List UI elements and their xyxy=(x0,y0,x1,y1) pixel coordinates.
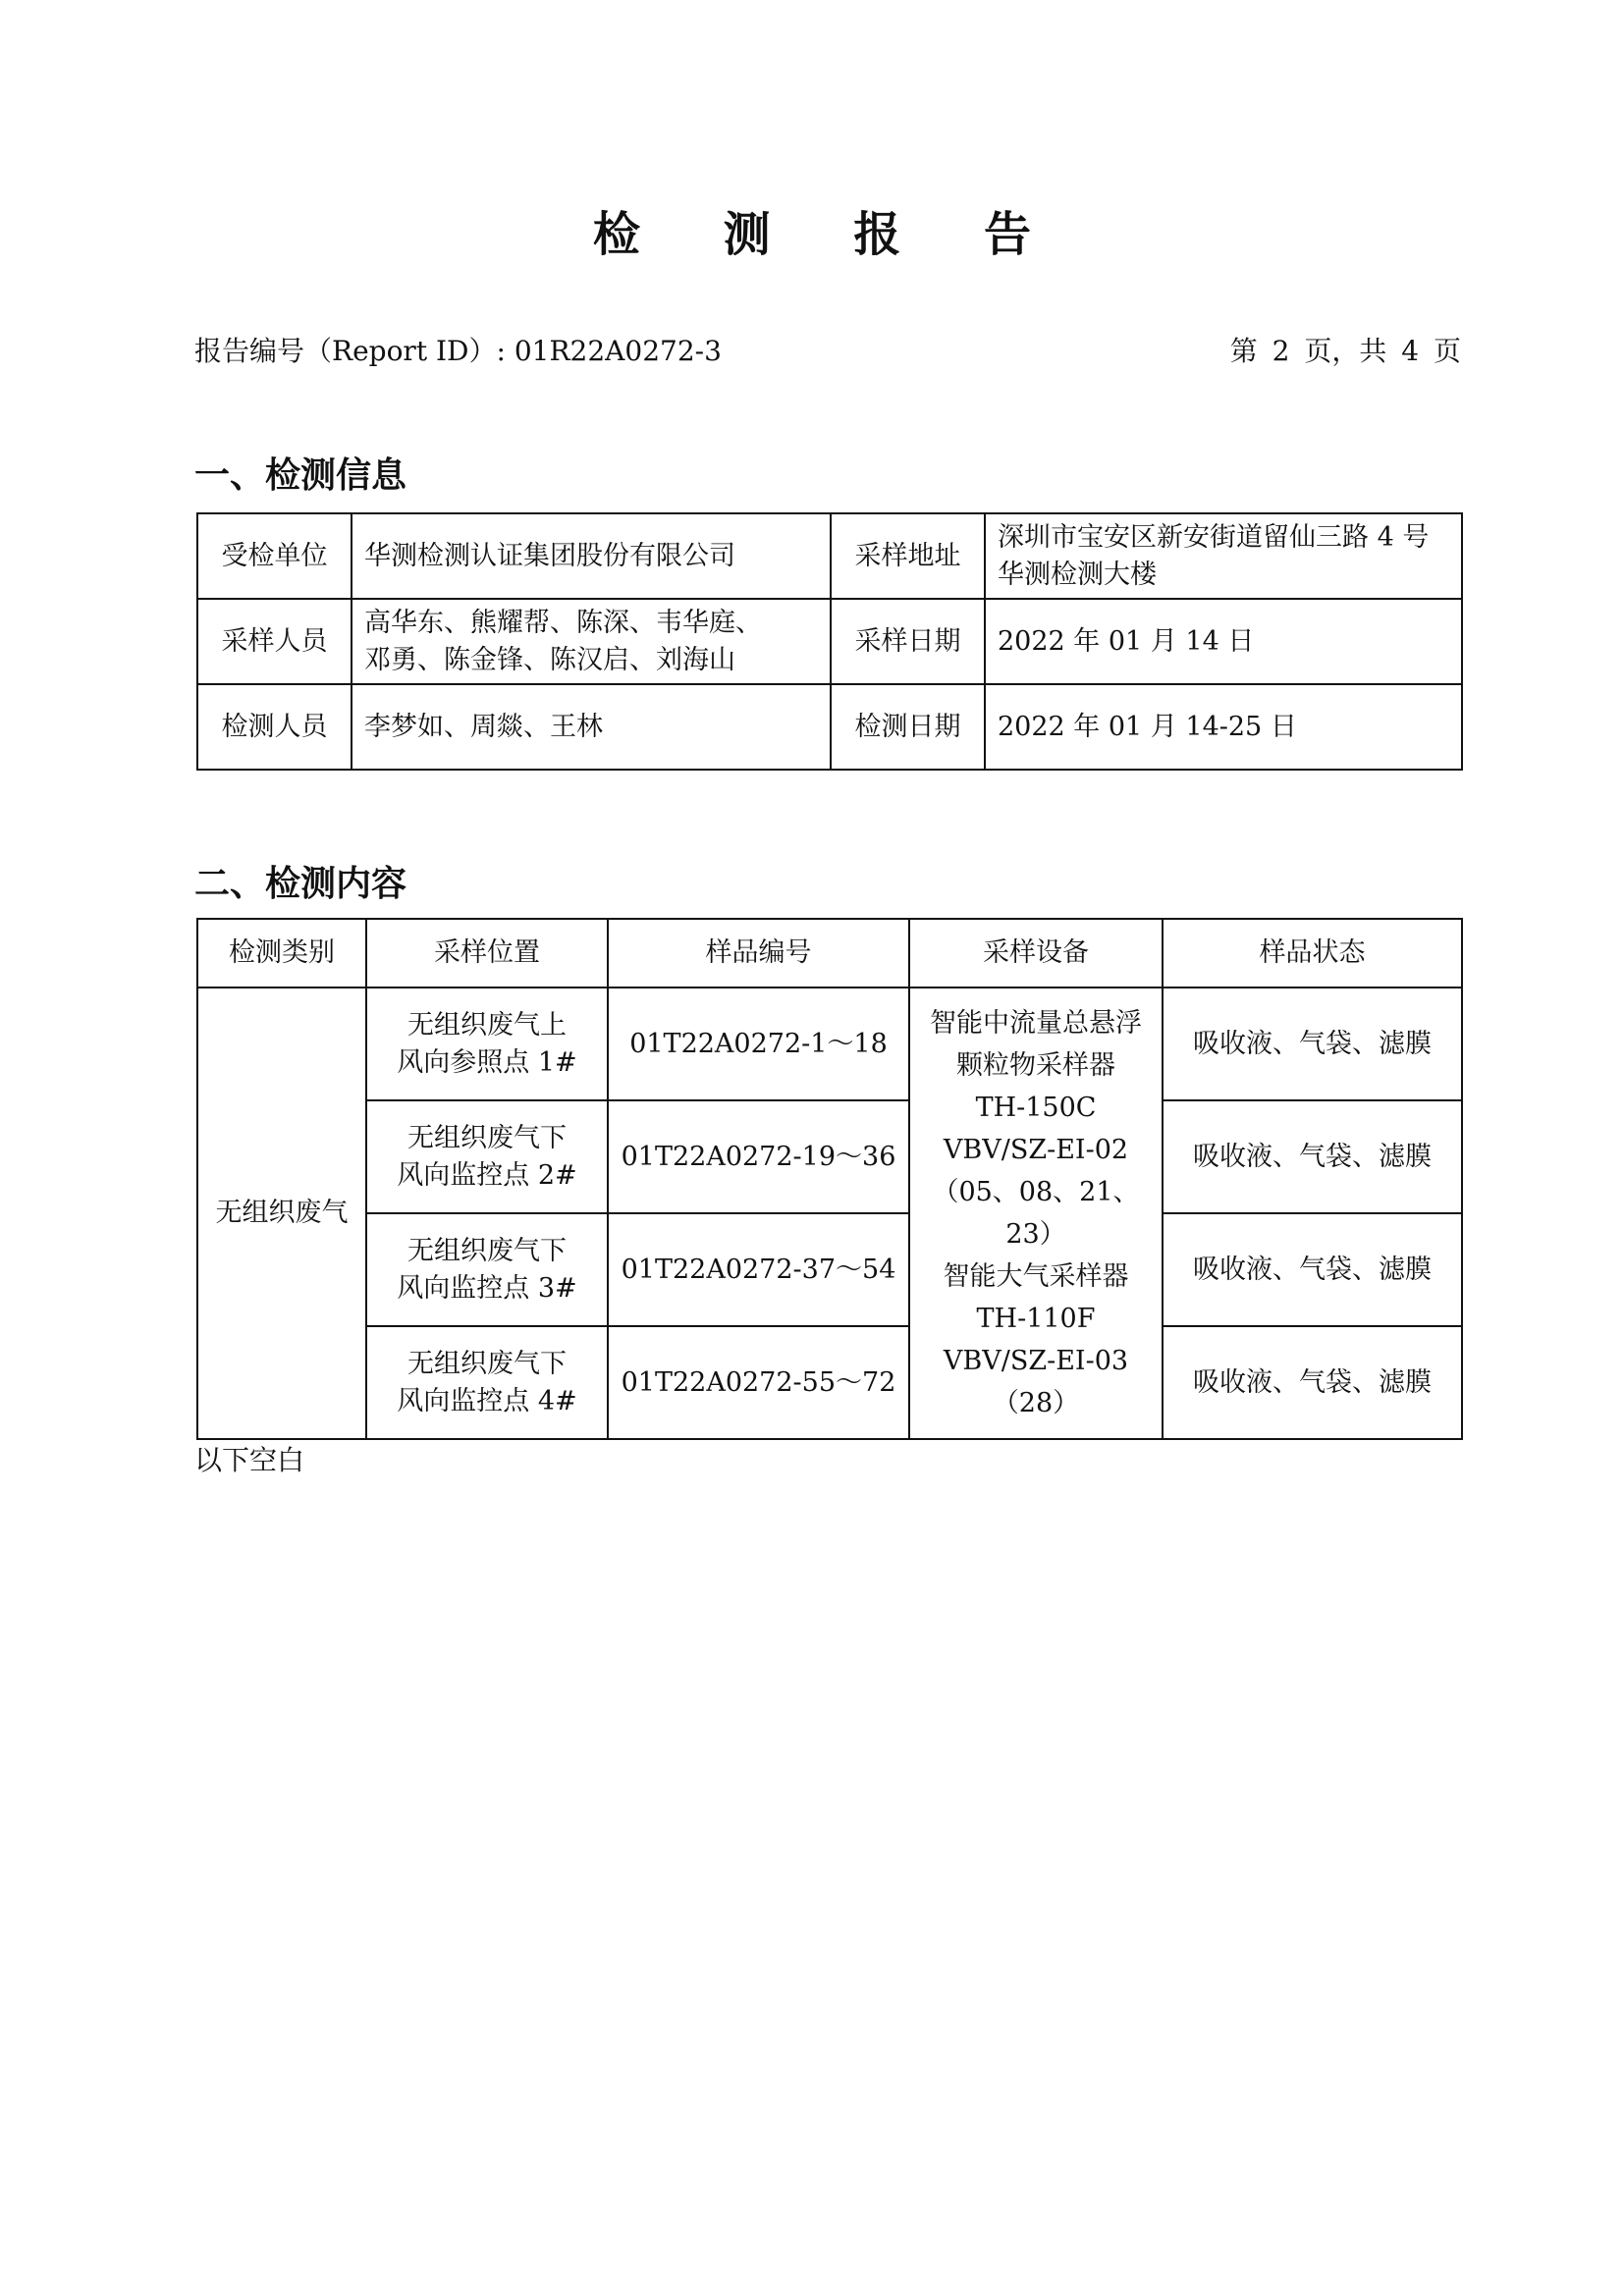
equipment-line: （05、08、21、23） xyxy=(932,1177,1140,1250)
blank-below-note: 以下空白 xyxy=(194,1444,305,1476)
page-title: 检 测 报 告 xyxy=(592,207,1065,262)
equipment-line: TH-110F xyxy=(976,1304,1096,1334)
equipment-line: 颗粒物采样器 xyxy=(956,1050,1115,1081)
sampling-equipment-cell xyxy=(909,988,1163,1439)
testing-date-value: 2022 年 01 月 14-25 日 xyxy=(985,684,1462,770)
inspected-unit-value: 华测检测认证集团股份有限公司 xyxy=(352,513,831,599)
table-row xyxy=(197,1213,1462,1326)
sampling-personnel-line: 邓勇、陈金锋、陈汉启、刘海山 xyxy=(364,644,735,675)
sampling-personnel-label: 采样人员 xyxy=(197,599,352,684)
sample-id-cell: 01T22A0272-19～36 xyxy=(608,1100,909,1213)
testing-personnel-value: 李梦如、周燚、王林 xyxy=(352,684,831,770)
sampling-personnel-line: 高华东、熊耀帮、陈深、韦华庭、 xyxy=(364,607,762,638)
testing-personnel-label: 检测人员 xyxy=(197,684,352,770)
report-id: 报告编号（Report ID）: 01R22A0272-3 xyxy=(194,335,722,367)
equipment-line: TH-150C xyxy=(975,1093,1097,1123)
table-header-row xyxy=(197,919,1462,988)
sampling-location-line: 风向监控点 3# xyxy=(397,1272,577,1304)
sampling-address-label: 采样地址 xyxy=(831,513,985,599)
column-header-sample-id: 样品编号 xyxy=(608,919,909,988)
sampling-date-value: 2022 年 01 月 14 日 xyxy=(985,599,1462,684)
sampling-location-line: 风向监控点 2# xyxy=(397,1159,577,1191)
column-header-status: 样品状态 xyxy=(1163,919,1462,988)
inspection-info-table xyxy=(196,512,1463,771)
sampling-location-line: 风向参照点 1# xyxy=(397,1046,577,1078)
testing-date-label: 检测日期 xyxy=(831,684,985,770)
table-row xyxy=(197,1100,1462,1213)
sampling-address-value xyxy=(985,513,1462,599)
sample-status-cell: 吸收液、气袋、滤膜 xyxy=(1163,988,1462,1100)
sampling-location-line: 无组织废气下 xyxy=(407,1122,567,1153)
sample-status-cell: 吸收液、气袋、滤膜 xyxy=(1163,1100,1462,1213)
inspected-unit-label: 受检单位 xyxy=(197,513,352,599)
sampling-location-line: 无组织废气下 xyxy=(407,1348,567,1379)
inspection-category-cell: 无组织废气 xyxy=(197,988,366,1439)
sample-status-cell: 吸收液、气袋、滤膜 xyxy=(1163,1213,1462,1326)
table-row xyxy=(197,1326,1462,1439)
sampling-location-cell xyxy=(366,1100,608,1213)
equipment-line: 智能中流量总悬浮 xyxy=(930,1008,1142,1039)
sampling-location-line: 无组织废气上 xyxy=(407,1009,567,1041)
equipment-line: VBV/SZ-EI-02 xyxy=(943,1135,1129,1165)
table-row xyxy=(197,599,1462,684)
sampling-location-line: 风向监控点 4# xyxy=(397,1385,577,1416)
section-heading-inspection-content: 二、检测内容 xyxy=(194,864,407,904)
equipment-line: 智能大气采样器 xyxy=(943,1261,1129,1292)
section-heading-inspection-info: 一、检测信息 xyxy=(194,455,407,496)
table-row xyxy=(197,513,1462,599)
sampling-personnel-value xyxy=(352,599,831,684)
sample-id-cell: 01T22A0272-55～72 xyxy=(608,1326,909,1439)
inspection-content-table xyxy=(196,918,1463,1440)
sampling-address-line: 华测检测大楼 xyxy=(998,559,1157,590)
column-header-category: 检测类别 xyxy=(197,919,366,988)
sampling-date-label: 采样日期 xyxy=(831,599,985,684)
sampling-address-line: 深圳市宝安区新安街道留仙三路 4 号 xyxy=(998,521,1430,553)
sample-id-cell: 01T22A0272-1～18 xyxy=(608,988,909,1100)
sampling-location-line: 无组织废气下 xyxy=(407,1235,567,1266)
sampling-location-cell xyxy=(366,1213,608,1326)
table-row xyxy=(197,988,1462,1100)
sampling-location-cell xyxy=(366,1326,608,1439)
sampling-location-cell xyxy=(366,988,608,1100)
page-indicator: 第 2 页，共 4 页 xyxy=(1229,335,1461,367)
column-header-location: 采样位置 xyxy=(366,919,608,988)
equipment-line: VBV/SZ-EI-03（28） xyxy=(943,1346,1129,1418)
sample-id-cell: 01T22A0272-37～54 xyxy=(608,1213,909,1326)
sample-status-cell: 吸收液、气袋、滤膜 xyxy=(1163,1326,1462,1439)
column-header-equipment: 采样设备 xyxy=(909,919,1163,988)
table-row xyxy=(197,684,1462,770)
